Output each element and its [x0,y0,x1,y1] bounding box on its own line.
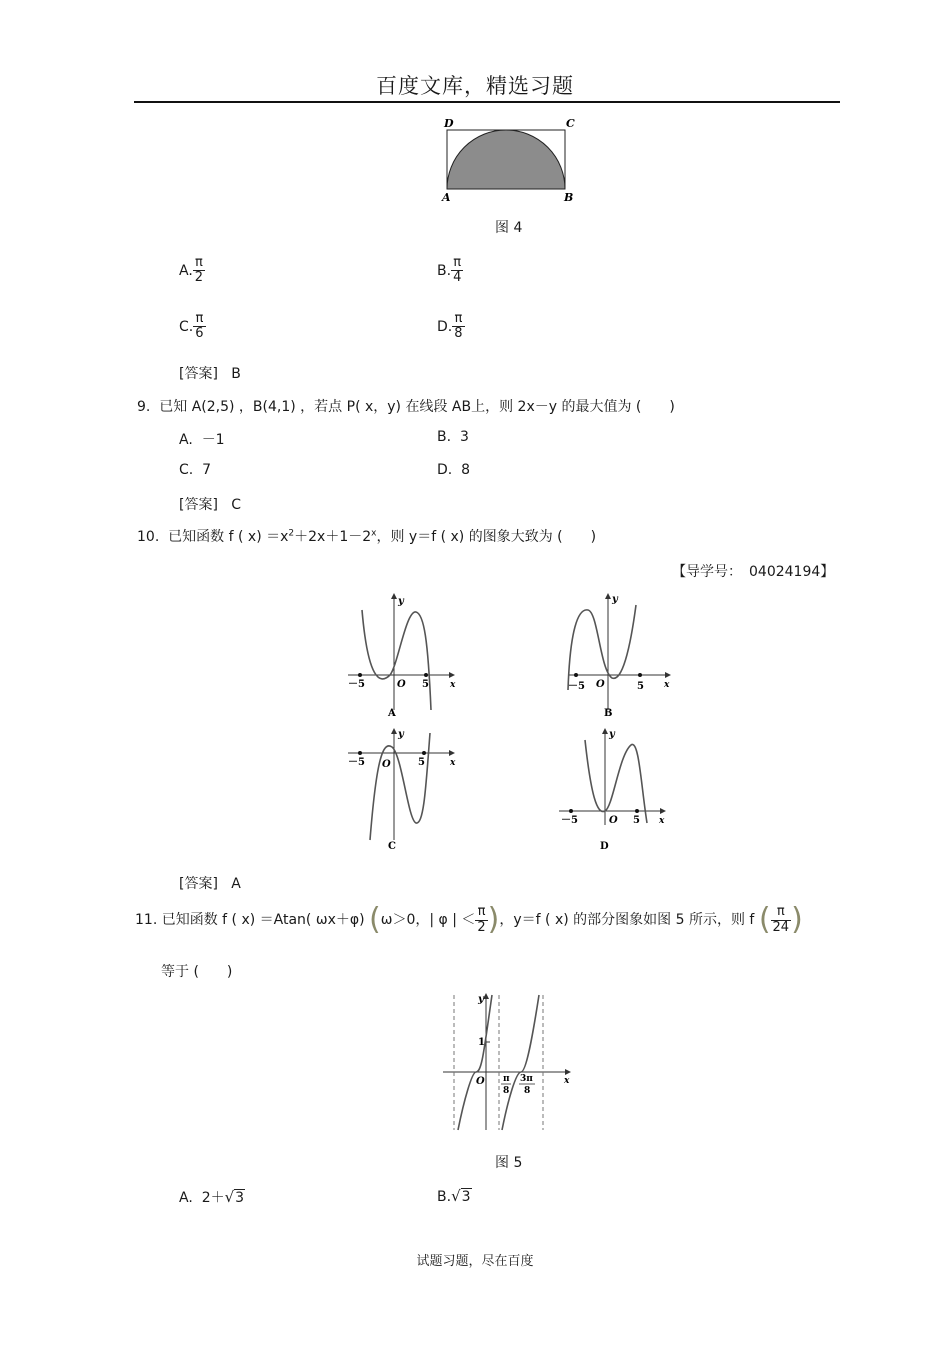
svg-text:y: y [478,994,484,1005]
svg-text:O: O [596,679,605,690]
q11-option-b[interactable]: B.√3 [437,1187,471,1205]
q10-graph-c[interactable] [340,725,470,855]
figure-4-semicircle [430,115,590,210]
q11-stem: 11. 已知函数 f ( x) ＝Atan( ωx＋φ) (ω＞0，| φ | ＜ $\frac{\pi}{2}$ )，y＝f ( x) 的部分图象如图 5 所示，则 f ( $\frac{\pi}{24}$ ) [135,902,803,937]
svg-text:x: x [564,1076,570,1086]
q10-graph-d[interactable] [555,725,685,855]
q11-option-a[interactable]: A. 2＋√3 [179,1188,245,1206]
q10-stem: 10. 已知函数 f ( $x) =x^2+2x+1-2^x$，则 y＝f ( x) 的图象大致为 ( ) [137,528,597,545]
header-divider [134,101,840,103]
q10-answer: [答案] A [179,876,241,892]
q10-graph-a[interactable] [340,590,470,720]
svg-text:y: y [609,729,615,740]
q11-stem-end: 等于 ( ) [161,964,233,980]
fig4-label-c: C [566,117,575,130]
q10-graph-b[interactable] [560,590,690,720]
figure-5-tangent-graph [440,990,590,1135]
fig4-label-b: B [564,191,574,204]
q9-option-a[interactable]: A. －1 [179,432,225,448]
q8-option-c[interactable]: C. $\frac{\pi}{6}$ [179,311,204,342]
q9-option-b[interactable]: B. 3 [437,429,469,445]
q10-guide-number: 【导学号： 04024194】 [672,564,835,580]
svg-text:－5: －5 [348,679,365,690]
q10-answer-value: A [231,876,241,892]
svg-text:π: π [503,1074,510,1084]
svg-text:O: O [382,759,391,770]
graph-d-label: D [600,841,609,852]
q8-answer: [答案] B [179,366,241,382]
svg-text:y: y [398,729,404,740]
fig4-label-a: A [442,191,451,204]
svg-text:O: O [476,1076,485,1087]
svg-text:－5: －5 [348,757,365,768]
q9-option-c[interactable]: C. 7 [179,462,212,478]
q9-answer-value: C [231,497,242,513]
q9-option-d[interactable]: D. 8 [437,462,471,478]
sqrt-symbol: √ [451,1187,461,1205]
svg-text:8: 8 [524,1086,531,1096]
fig4-label-d: D [444,117,454,130]
graph-b-label: B [604,708,613,719]
page-footer: 试题习题，尽在百度 [416,1254,534,1269]
svg-text:－5: －5 [568,681,585,692]
page-title: 百度文库，精选习题 [376,74,574,98]
q9-answer: [答案] C [179,497,242,513]
svg-text:5: 5 [422,679,429,690]
q8-answer-value: B [231,366,241,382]
svg-text:O: O [609,815,618,826]
svg-text:5: 5 [637,681,644,692]
svg-text:x: x [450,758,456,768]
figure-5-caption: 图 5 [495,1155,523,1171]
graph-a-label: A [388,708,396,719]
figure-4-caption: 图 4 [495,220,523,236]
svg-text:x: x [664,680,670,690]
q8-option-b[interactable]: B. $\frac{\pi}{4}$ [437,255,462,286]
svg-text:1: 1 [478,1037,485,1048]
q8-option-a[interactable]: A. $\frac{\pi}{2}$ [179,255,204,286]
svg-text:y: y [398,596,404,607]
svg-text:3π: 3π [520,1074,533,1084]
svg-text:x: x [450,680,456,690]
svg-text:5: 5 [633,815,640,826]
q8-option-d[interactable]: D. $\frac{\pi}{8}$ [437,311,463,342]
svg-text:y: y [612,594,618,605]
svg-text:－5: －5 [561,815,578,826]
q9-stem: 9. 已知 A(2,5) ，B(4,1) ，若点 P( x，y) 在线段 AB上，则 2x－y 的最大值为 ( ) [137,399,675,415]
svg-text:x: x [659,816,665,826]
sqrt-symbol: √ [224,1188,235,1206]
svg-text:8: 8 [503,1086,510,1096]
svg-text:O: O [397,679,406,690]
graph-c-label: C [388,841,396,852]
svg-text:5: 5 [418,757,425,768]
